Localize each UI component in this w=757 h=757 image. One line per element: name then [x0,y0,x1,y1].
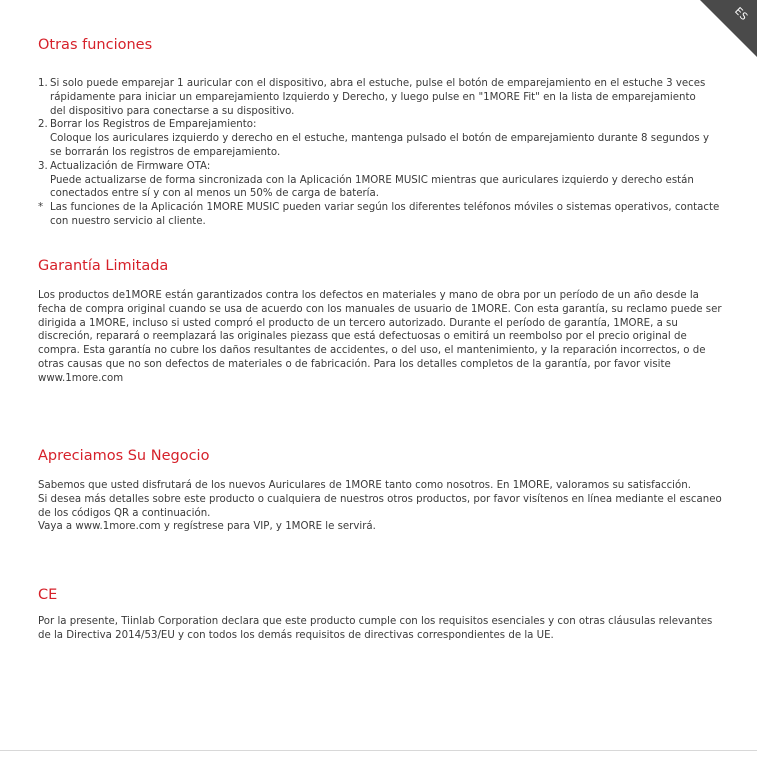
body-line: Por la presente, Tiinlab Corporation declara que este producto cumple con los requisitos esenciales y con otras cláusulas relevantes [38,616,713,627]
list-line: Actualización de Firmware OTA: [50,160,211,172]
otras-funciones-section [38,36,728,229]
body-line: Vaya a www.1more.com y regístrese para VIP, y 1MORE le servirá. [38,521,376,533]
ce-body [38,615,728,643]
garantia-section [38,257,728,386]
body-line: fecha de compra original cuando se usa de acuerdo con los manuales de usuario de 1MORE. Con esta garantía, su reclamo puede ser [38,303,722,315]
list-item [38,118,728,159]
list-marker: 3. [38,160,48,172]
list-marker: 2. [38,119,48,131]
body-line: Sabemos que usted disfrutará de los nuevos Auriculares de 1MORE tanto como nosotros. En 1MORE, valoramos su satisfacción. [38,480,691,491]
list-item [38,77,728,118]
otras-funciones-title: Otras funciones [38,37,153,53]
list-line: Las funciones de la Aplicación 1MORE MUSIC pueden variar según los diferentes teléfonos móviles o sistemas operativos, contacte [50,202,720,214]
body-line: de los códigos QR a continuación. [38,507,211,519]
body-line: compra. Esta garantía no cubre los daños resultantes de accidentes, o del uso, el mantenimiento, y la reparación incorrectos, o de [38,345,706,357]
list-line: conectados entre sí y con al menos un 50% de carga de batería. [50,188,379,200]
list-line: Borrar los Registros de Emparejamiento: [50,119,257,131]
body-line: discreción, reparará o reemplazará las originales piezass que está defectuosas o emitirá un reembolso por el precio original de [38,331,687,343]
list-line: Si solo puede emparejar 1 auricular con el dispositivo, abra el estuche, pulse el botón de emparejamiento en el estuche 3 veces [50,78,706,89]
apreciamos-title: Apreciamos Su Negocio [38,448,210,464]
page-bottom-divider [0,750,757,751]
body-line: dirigida a 1MORE, incluso si usted compró el producto de un tercero autorizado. Durante el período de garantía, 1MORE, a su [38,317,678,329]
body-line: otras causas que no son defectos de materiales o de fabricación. Para los detalles completos de la garantía, por favor visite [38,358,671,370]
body-line: www.1more.com [38,372,124,384]
list-line: se borrarán los registros de emparejamiento. [50,146,281,158]
apreciamos-section [38,447,728,534]
list-marker: 1. [38,78,48,89]
list-line: rápidamente para iniciar un emparejamiento Izquierdo y Derecho, y luego pulse en "1MORE Fit" en la lista de emparejamiento [50,91,696,103]
language-label: ES [732,5,750,24]
list-marker: * [38,202,44,214]
list-item [38,201,728,229]
ce-title: CE [38,587,58,603]
ce-section [38,586,728,643]
apreciamos-body [38,479,728,534]
list-line: con nuestro servicio al cliente. [50,215,206,227]
list-item [38,160,728,201]
body-line: Los productos de1MORE están garantizados contra los defectos en materiales y mano de obra por un período de un año desde la [38,290,699,301]
otras-funciones-list [38,77,728,229]
list-line: Puede actualizarse de forma sincronizada con la Aplicación 1MORE MUSIC mientras que auriculares izquierdo y derecho están [50,174,694,186]
list-line: Coloque los auriculares izquierdo y derecho en el estuche, mantenga pulsado el botón de emparejamiento durante 8 segundos y [50,133,709,145]
body-line: Si desea más detalles sobre este producto o cualquiera de nuestros otros productos, por favor visítenos en línea mediante el escaneo [38,493,722,505]
garantia-title: Garantía Limitada [38,258,169,274]
body-line: de la Directiva 2014/53/EU y con todos los demás requisitos de directivas correspondientes de la UE. [38,629,554,641]
list-line: del dispositivo para conectarse a su dispositivo. [50,105,295,117]
garantia-body [38,289,728,386]
